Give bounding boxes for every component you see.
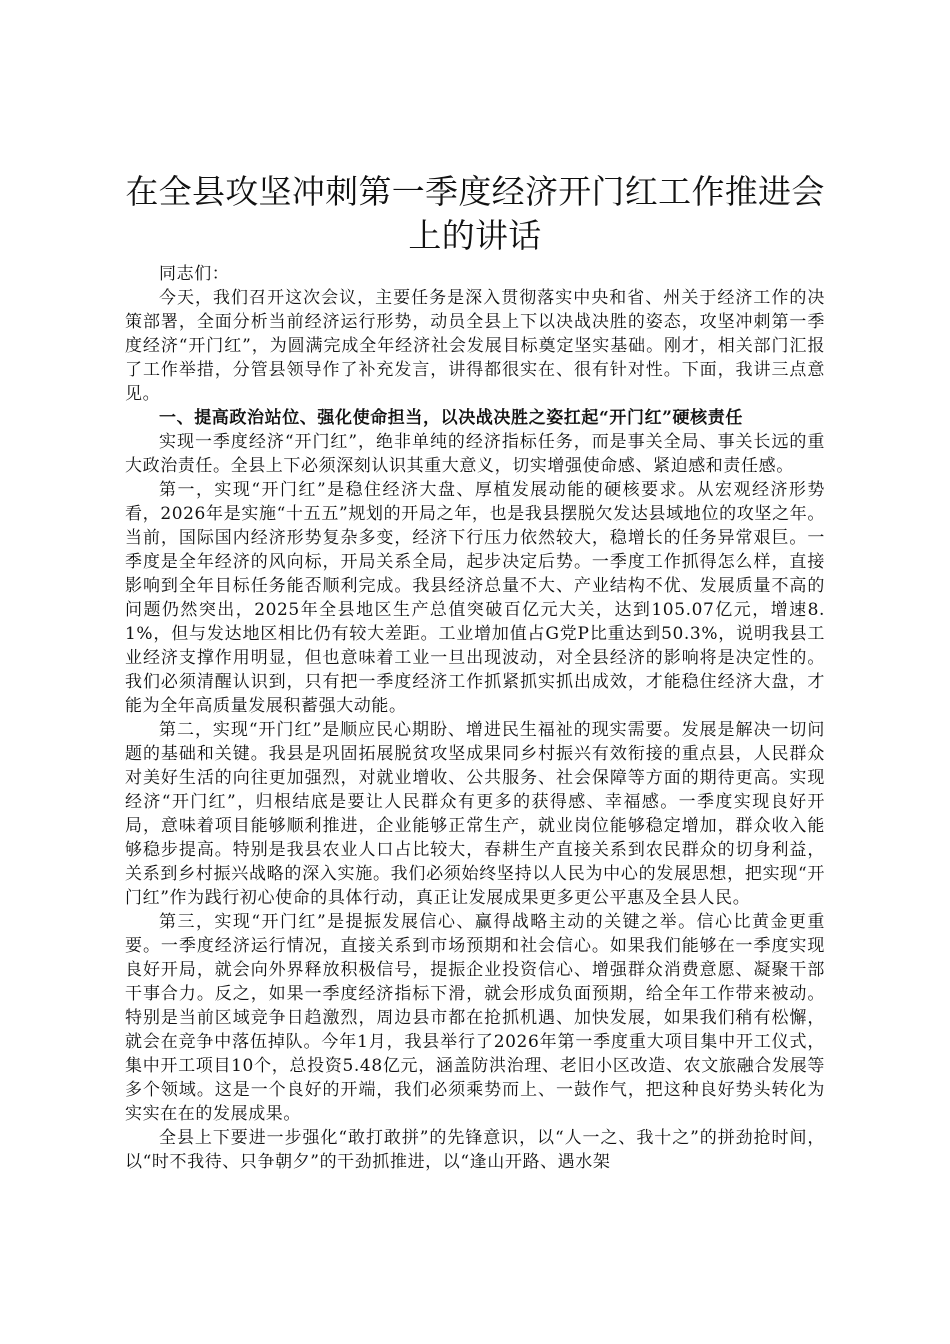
document-title: 在全县攻坚冲刺第一季度经济开门红工作推进会上的讲话 bbox=[125, 172, 825, 255]
paragraph-closing-partial: 全县上下要进一步强化“敢打敢拼”的先锋意识，以“人一之、我十之”的拼劲抢时间，以“时不我待、只争朝夕”的干劲抓推进，以“逢山开路、遇水架 bbox=[125, 1128, 825, 1172]
section-heading-1: 一、提高政治站位、强化使命担当，以决战决胜之姿扛起“开门红”硬核责任 bbox=[159, 408, 743, 428]
paragraph-first-point: 第一，实现“开门红”是稳住经济大盘、厚植发展动能的硬核要求。从宏观经济形势看，2026年是实施“十五五”规划的开局之年，也是我县摆脱欠发达县域地位的攻坚之年。当前，国际国内经济形势复杂多变，经济下行压力依然较大，稳增长的任务异常艰巨。一季度是全年经济的风向标，开局关系全局，起步决定后势。一季度工作抓得怎么样，直接影响到全年目标任务能否顺利完成。我县经济总量不大、产业结构不优、发展质量不高的问题仍然突出，2025年全县地区生产总值突破百亿元大关，达到105.07亿元，增速8.1%，但与发达地区相比仍有较大差距。工业增加值占G党P比重达到50.3%，说明我县工业经济支撑作用明显，但也意味着工业一旦出现波动，对全县经济的影响将是决定性的。我们必须清醒认识到，只有把一季度经济工作抓紧抓实抓出成效，才能稳住经济大盘，才能为全年高质量发展积蓄强大动能。 bbox=[125, 480, 825, 716]
paragraph-section-1-intro: 实现一季度经济“开门红”，绝非单纯的经济指标任务，而是事关全局、事关长远的重大政治责任。全县上下必须深刻认识其重大意义，切实增强使命感、紧迫感和责任感。 bbox=[125, 432, 825, 476]
paragraph-intro: 今天，我们召开这次会议，主要任务是深入贯彻落实中央和省、州关于经济工作的决策部署，全面分析当前经济运行形势，动员全县上下以决战决胜的姿态，攻坚冲刺第一季度经济“开门红”，为圆满完成全年经济社会发展目标奠定坚实基础。刚才，相关部门汇报了工作举措，分管县领导作了补充发言，讲得都很实在、很有针对性。下面，我讲三点意见。 bbox=[125, 288, 825, 404]
salutation: 同志们： bbox=[159, 264, 230, 284]
paragraph-second-point: 第二，实现“开门红”是顺应民心期盼、增进民生福祉的现实需要。发展是解决一切问题的基础和关键。我县是巩固拓展脱贫攻坚成果同乡村振兴有效衔接的重点县，人民群众对美好生活的向往更加强烈，对就业增收、公共服务、社会保障等方面的期待更高。实现经济“开门红”，归根结底是要让人民群众有更多的获得感、幸福感。一季度实现良好开局，意味着项目能够顺利推进，企业能够正常生产，就业岗位能够稳定增加，群众收入能够稳步提高。特别是我县农业人口占比较大，春耕生产直接关系到农民群众的切身利益，关系到乡村振兴战略的深入实施。我们必须始终坚持以人民为中心的发展思想，把实现“开门红”作为践行初心使命的具体行动，真正让发展成果更多更公平惠及全县人民。 bbox=[125, 720, 825, 908]
paragraph-third-point: 第三，实现“开门红”是提振发展信心、赢得战略主动的关键之举。信心比黄金更重要。一季度经济运行情况，直接关系到市场预期和社会信心。如果我们能够在一季度实现良好开局，就会向外界释放积极信号，提振企业投资信心、增强群众消费意愿、凝聚干部干事合力。反之，如果一季度经济指标下滑，就会形成负面预期，给全年工作带来被动。特别是当前区域竞争日趋激烈，周边县市都在抢抓机遇、加快发展，如果我们稍有松懈，就会在竞争中落伍掉队。今年1月，我县举行了2026年第一季度重大项目集中开工仪式，集中开工项目10个，总投资5.48亿元，涵盖防洪治理、老旧小区改造、农文旅融合发展等多个领域。这是一个良好的开端，我们必须乘势而上、一鼓作气，把这种良好势头转化为实实在在的发展成果。 bbox=[125, 912, 825, 1124]
document-page bbox=[125, 170, 825, 1174]
